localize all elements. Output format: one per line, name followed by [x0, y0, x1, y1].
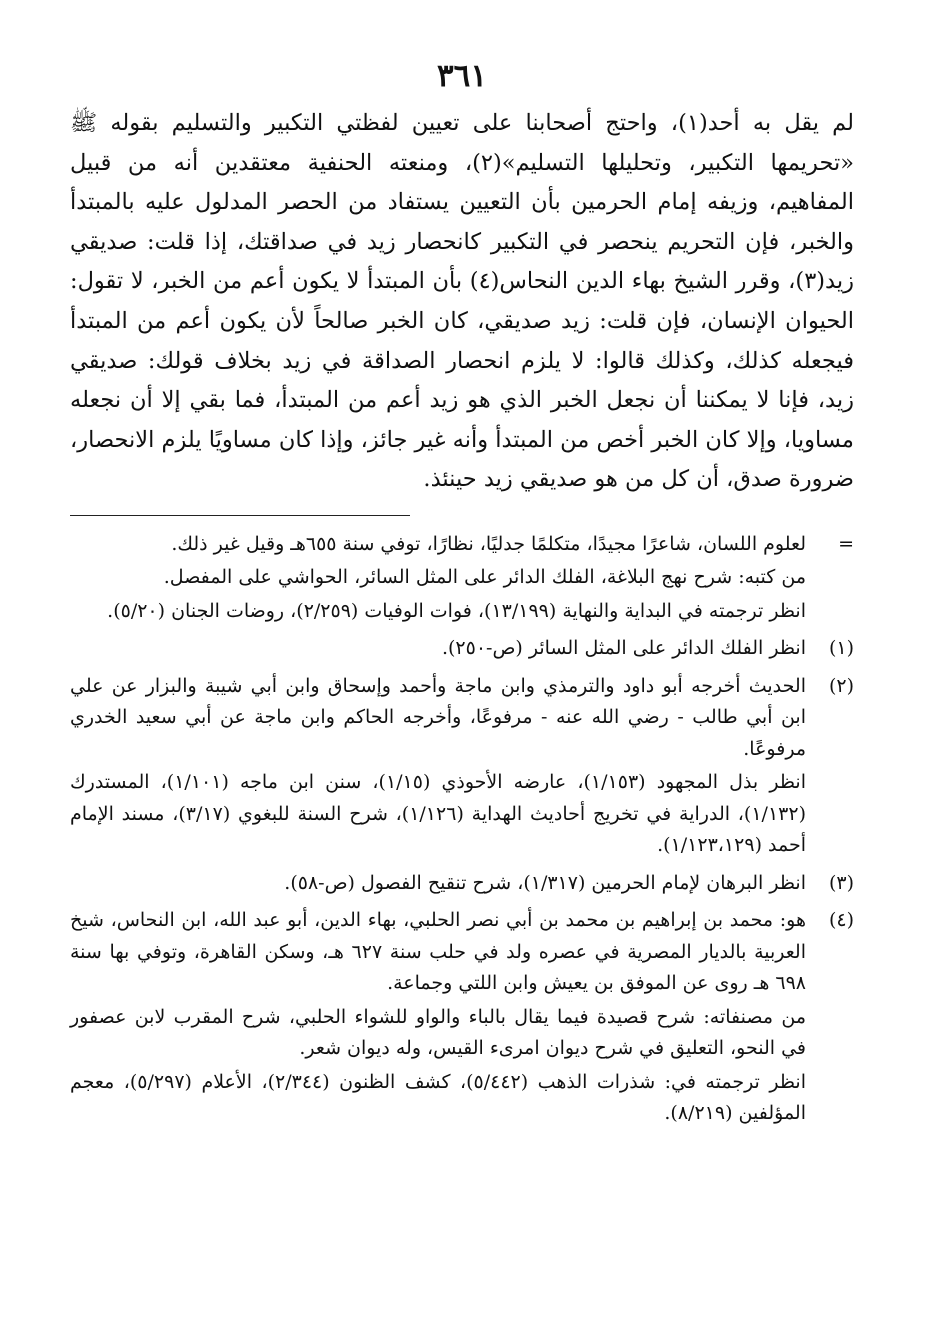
main-paragraph: لم يقل به أحد(١)، واحتج أصحابنا على تعيين لفظتي التكبير والتسليم بقوله ﷺ «تحريمها التكبير، وتحليلها التسليم»(٢)، ومنعته الحنفية معتقدين أنه من قبيل المفاهيم، وزيفه إمام الحرمين بأن التعيين يستفاد من الحصر المدلول عليه بالمبتدأ والخبر، فإن التحريم ينحصر في التكبير كانحصار زيد في صداقتك، إذا قلت: صديقي زيد(٣)، وقرر الشيخ بهاء الدين النحاس(٤) بأن المبتدأ لا يكون أعم من الخبر، لا تقول: الحيوان الإنسان، فإن قلت: زيد صديقي، كان الخبر صالحاً لأن يكون أعم من المبتدأ فيجعله كذلك، وكذلك قالوا: لا يلزم انحصار الصداقة في زيد بخلاف قولك: صديقي زيد، فإنا لا يمكننا أن نجعل الخبر الذي هو زيد أعم من المبتدأ، فما بقي إلا أن نجعله مساويا، وإلا كان الخبر أخص من المبتدأ وأنه غير جائز، وإذا كان مساويًا يلزم الانحصار، ضرورة صدق، أن كل من هو صديقي زيد حينئذ.	[70, 110, 854, 493]
footnote-line: من مصنفاته: شرح قصيدة فيما يقال بالباء والواو للشواء الحلبي، شرح المقرب لابن عصفور في النحو، التعليق في شرح ديوان امرىء القيس، وله ديوان شعر.	[70, 1005, 806, 1060]
footnote-number: (٣)	[828, 871, 854, 894]
footnote-separator	[70, 515, 410, 516]
footnote-2	[70, 671, 854, 862]
footnotes	[70, 529, 854, 1130]
footnote-line: الحديث أخرجه أبو داود والترمذي وابن ماجة وأحمد وإسحاق وابن أبي شيبة والبزار عن علي ابن أبي طالب - رضي الله عنه - مرفوعًا، وأخرجه الحاكم وابن ماجة عن أبي سعيد الخدري مرفوعًا.	[70, 674, 806, 760]
footnote-number: (٤)	[828, 909, 854, 932]
footnote-4	[70, 905, 854, 1130]
footnote-line: انظر ترجمته في: شذرات الذهب (٥/٤٤٢)، كشف الظنون (٢/٣٤٤)، الأعلام (٥/٢٩٧)، معجم المؤلفين (٨/٢١٩).	[70, 1070, 806, 1125]
footnote-line: انظر الفلك الدائر على المثل السائر (ص-٢٥٠).	[441, 637, 806, 660]
footnote-3	[70, 868, 854, 900]
footnote-number: (٢)	[828, 674, 854, 697]
main-text-block	[70, 104, 854, 500]
page-number: ٣٦١	[437, 58, 487, 94]
footnote-number: =	[838, 532, 854, 555]
footnote-line: هو: محمد بن إبراهيم بن محمد بن أبي نصر الحلبي، بهاء الدين، أبو عبد الله، ابن النحاس، شيخ العربية بالديار المصرية في عصره ولد في حلب سنة ٦٢٧ هـ، وسكن القاهرة، وتوفي بها سنة ٦٩٨ هـ روى عن الموفق بن يعيش وابن اللتي وجماعة.	[70, 909, 806, 995]
footnote-1	[70, 633, 854, 665]
footnote-line: انظر بذل المجهود (١/١٥٣)، عارضه الأحوذي (١/١٥)، سنن ابن ماجه (١/١٠١)، المستدرك (١/١٣٢)، الدراية في تخريج أحاديث الهداية (١/١٢٦)، شرح السنة للبغوي (٣/١٧)، مسند الإمام أحمد (١/١٢٣،١٢٩).	[70, 771, 806, 857]
footnote-line: لعلوم اللسان، شاعرًا مجيدًا، متكلمًا جدليًا، نظارًا، توفي سنة ٦٥٥هـ وقيل غير ذلك.	[171, 532, 806, 555]
footnote-line: من كتبه: شرح نهج البلاغة، الفلك الدائر على المثل السائر، الحواشي على المفصل.	[163, 566, 806, 589]
footnote-continued	[70, 529, 854, 628]
footnote-number: (١)	[828, 637, 854, 660]
footnote-line: انظر ترجمته في البداية والنهاية (١٣/١٩٩)، فوات الوفيات (٢/٢٥٩)، روضات الجنان (٥/٢٠).	[107, 599, 806, 622]
footnote-line: انظر البرهان لإمام الحرمين (١/٣١٧)، شرح تنقيح الفصول (ص-٥٨).	[284, 871, 806, 894]
